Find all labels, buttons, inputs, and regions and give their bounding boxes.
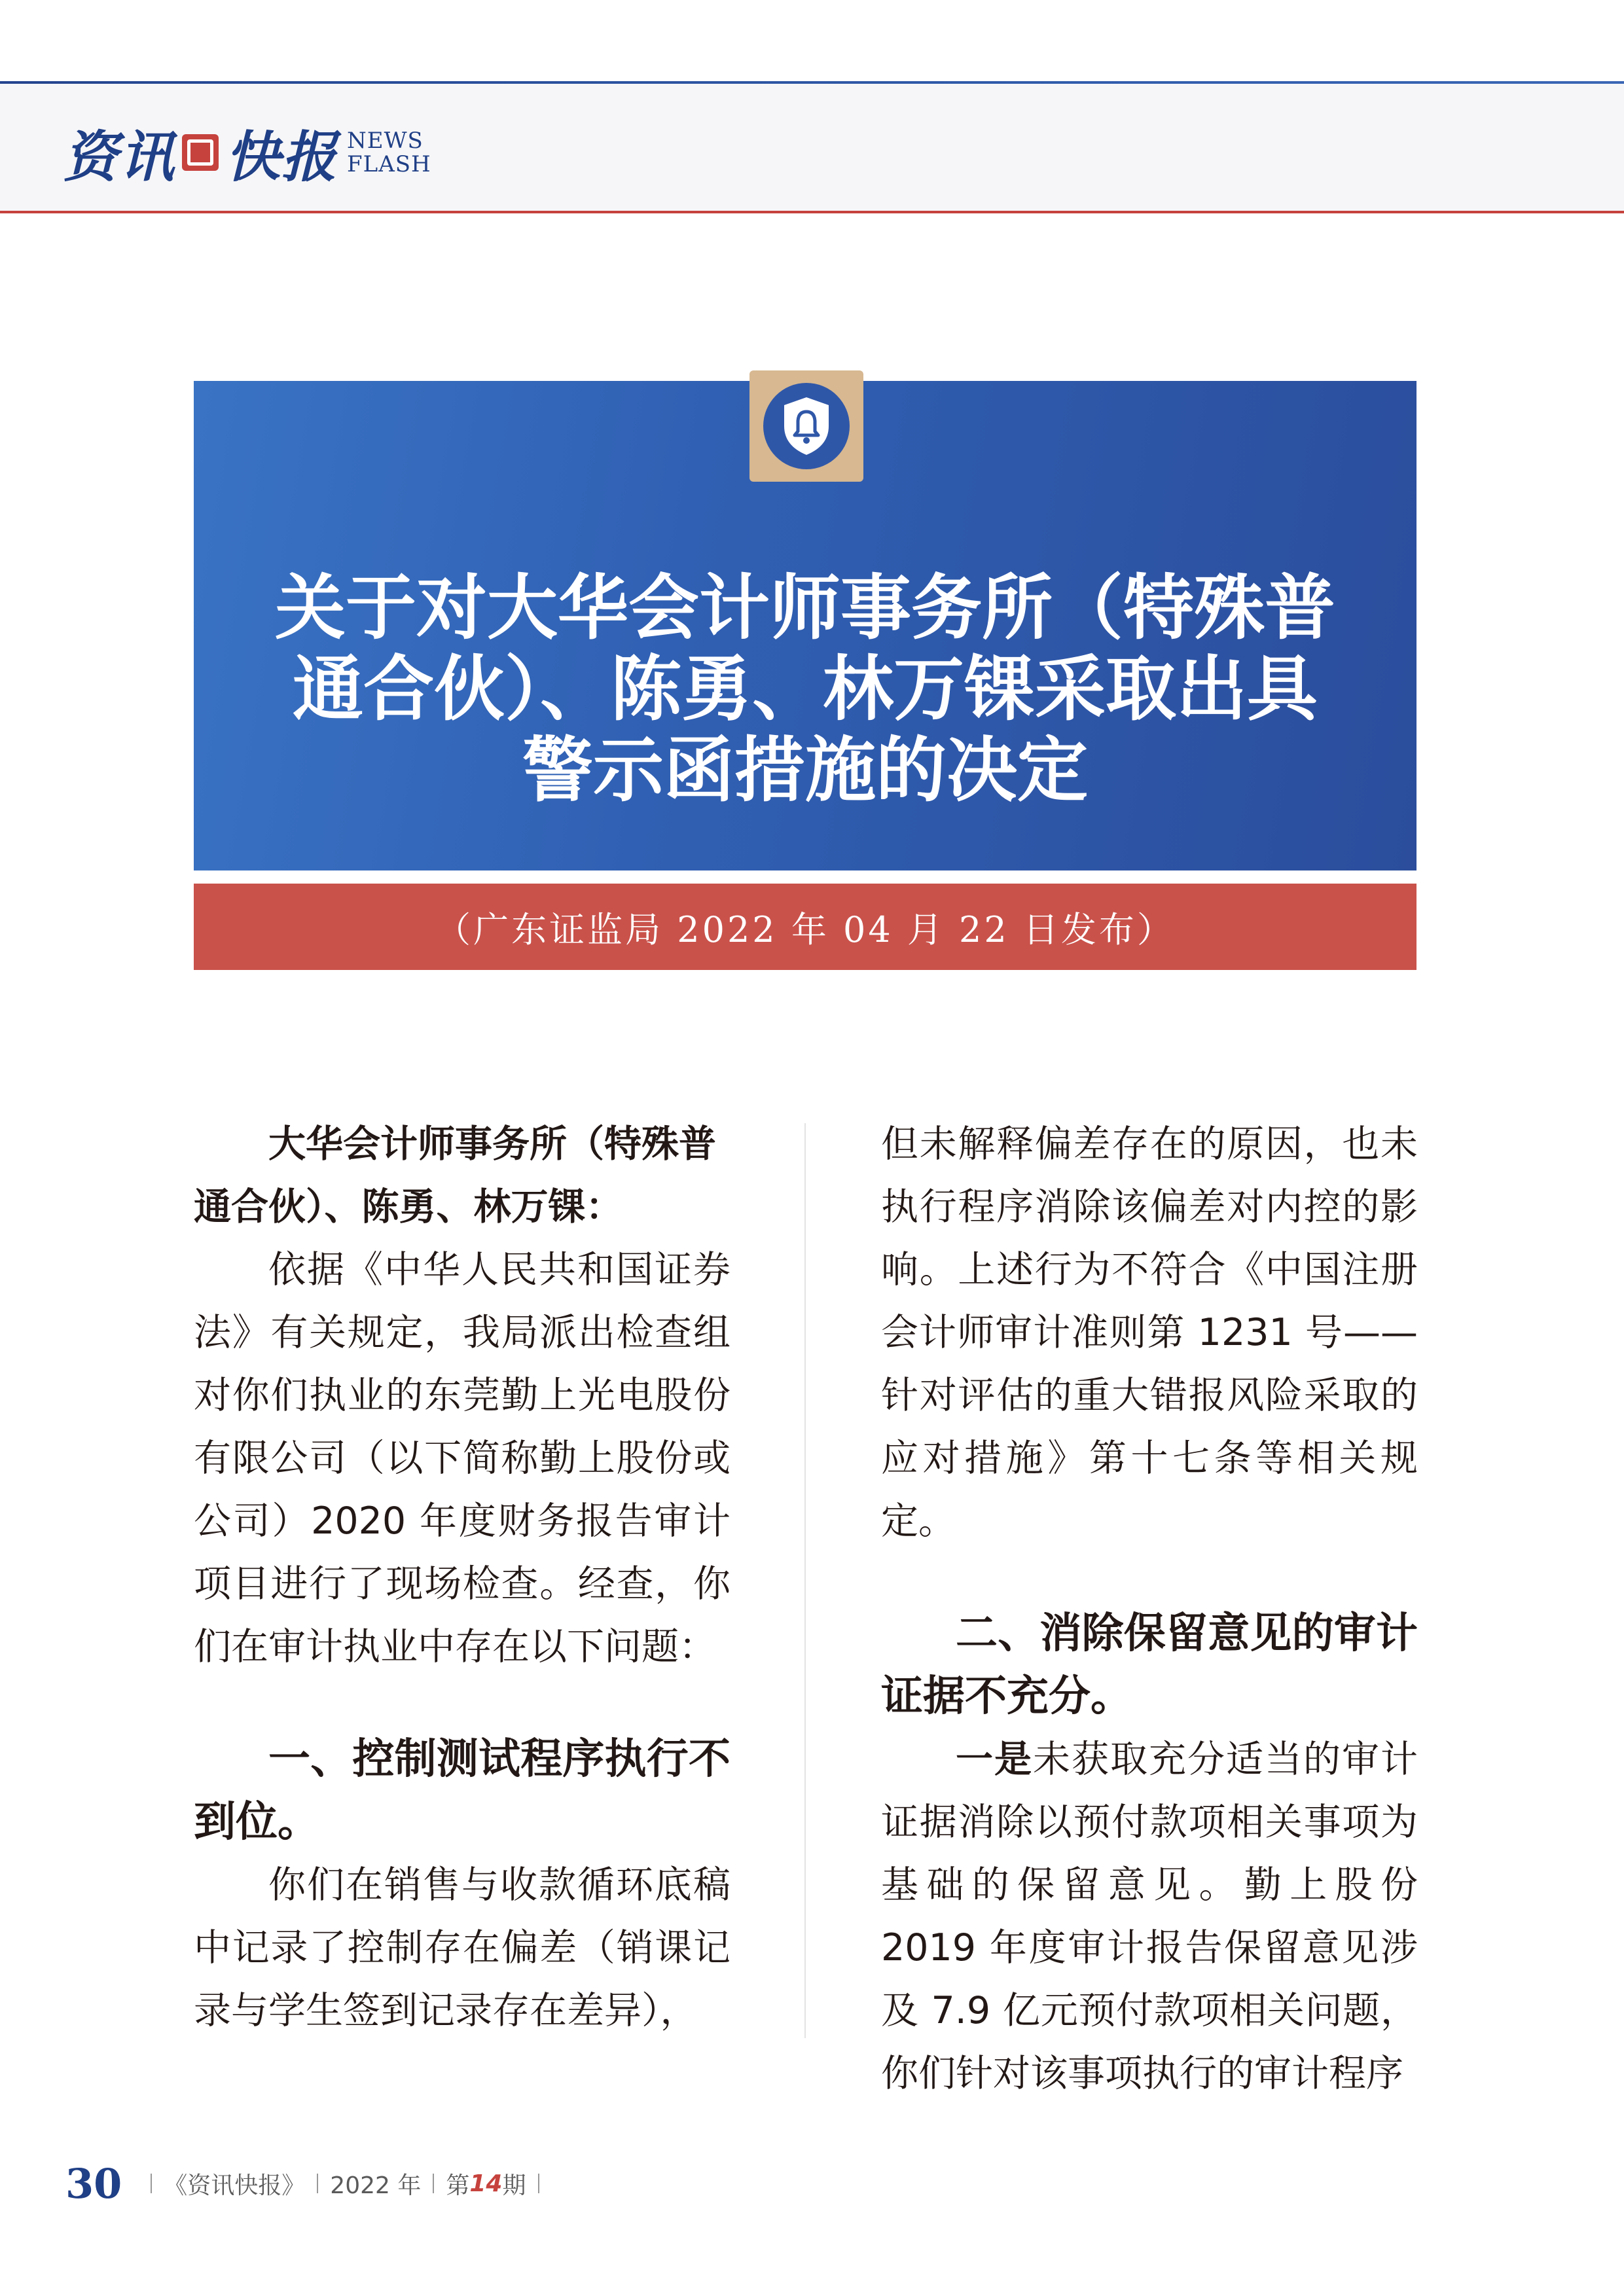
footer-year: 2022 年 — [330, 2172, 422, 2199]
title-line-2: 通合伙）、陈勇、林万锞采取出具 — [292, 649, 1318, 730]
footer-separator — [151, 2174, 152, 2193]
section-heading-1: 一、控制测试程序执行不到位。 — [194, 1735, 731, 1846]
paragraph-section-1-cont: 但未解释偏差存在的原因，也未执行程序消除该偏差对内控的影响。上述行为不符合《中国注册会计师审计准则第 1231 号——针对评估的重大错报风险采取的应对措施》第十七条等相关规定。 — [881, 1122, 1418, 1543]
footer-issue-number: 14 — [469, 2170, 503, 2197]
source-bar — [194, 884, 1416, 970]
logo-english — [347, 129, 431, 176]
logo-english-line1: NEWS — [347, 128, 424, 154]
salutation-line-2: 通合伙）、陈勇、林万锞： — [194, 1185, 623, 1229]
alert-badge — [749, 370, 863, 482]
title-line-3: 警示函措施的决定 — [522, 730, 1088, 812]
page-number: 30 — [65, 2159, 122, 2208]
footer-publication: 《资讯快报》 — [164, 2172, 306, 2199]
footer-issue-prefix: 第 — [446, 2172, 470, 2199]
paragraph-intro: 依据《中华人民共和国证券法》有关规定，我局派出检查组对你们执业的东莞勤上光电股份有限公司（以下简称勤上股份或公司）2020 年度财务报告审计项目进行了现场检查。经查，你们在审计执业中存在以下问题： — [194, 1248, 731, 1668]
footer-separator — [317, 2174, 318, 2193]
column-divider — [804, 1123, 806, 2038]
footer-separator — [433, 2174, 434, 2193]
page-footer — [65, 2157, 551, 2210]
article-title — [249, 568, 1362, 812]
header-red-rule — [0, 211, 1624, 213]
logo-seal-icon — [182, 134, 219, 171]
paragraph-section-2 — [881, 1728, 1418, 2105]
magazine-logo — [63, 117, 431, 188]
paragraph-body: 未获取充分适当的审计证据消除以预付款项相关事项为基础的保留意见。勤上股份 2019 年度审计报告保留意见涉及 7.9 亿元预付款项相关问题，你们针对该事项执行的审计程序 — [881, 1738, 1418, 2095]
section-heading-2: 二、消除保留意见的审计证据不充分。 — [881, 1609, 1418, 1721]
title-line-1: 关于对大华会计师事务所（特殊普 — [274, 567, 1335, 649]
logo-text-left: 资讯 — [63, 124, 176, 189]
paragraph-lead: 一是 — [956, 1738, 1033, 1781]
footer-issue-suffix: 期 — [502, 2172, 526, 2199]
logo-text-right: 快报 — [225, 124, 338, 189]
shield-bell-icon — [761, 380, 852, 472]
salutation-line-1: 大华会计师事务所（特殊普 — [268, 1122, 716, 1166]
right-column — [881, 1113, 1418, 2105]
left-column — [194, 1113, 731, 2042]
logo-english-line2: FLASH — [347, 151, 431, 177]
paragraph-section-1: 你们在销售与收款循环底稿中记录了控制存在偏差（销课记录与学生签到记录存在差异）， — [194, 1863, 731, 2032]
source-text: （广东证监局 2022 年 04 月 22 日发布） — [435, 908, 1175, 950]
footer-separator — [538, 2174, 539, 2193]
